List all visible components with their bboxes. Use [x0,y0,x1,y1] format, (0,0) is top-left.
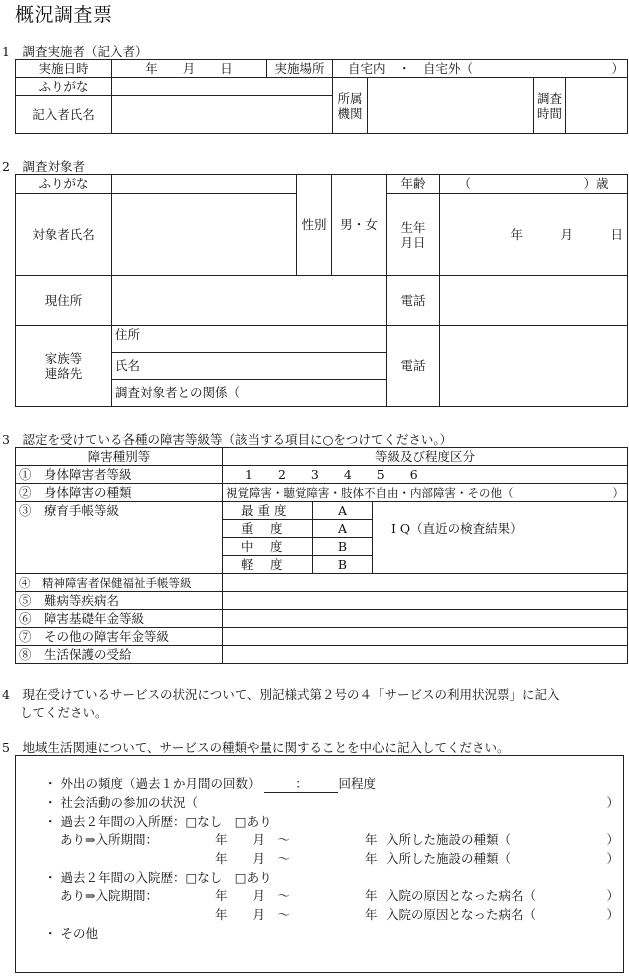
age-value[interactable]: （ ）歳 [440,175,628,194]
row-3-no: ③ [19,503,32,518]
family-address[interactable]: 住所 [112,326,387,353]
types-value[interactable] [223,484,628,502]
row-7-no: ⑦ [19,628,32,644]
place-close: ） [611,60,624,76]
furigana-input-1[interactable] [112,78,333,96]
section4-line1: 4 現在受けているサービスの状況について、別記様式第２号の４「サービスの利用状況票」に記入 [2,687,560,702]
row-1-text: 身体障害者等級 [44,466,132,482]
admit-history[interactable]: ・ 過去２年間の入所歴：□なし □あり [44,814,272,829]
row-6-label [16,610,223,628]
phone-input[interactable] [440,276,628,326]
row-8-label [16,646,223,664]
row-4-text: 精神障害者保健福祉手帳等級 [42,575,192,590]
age-label: 年齢 [387,175,440,194]
place-text: 自宅内 ・ 自宅外（ [348,60,474,76]
section2-heading: 2 調査対象者 [2,159,85,174]
outing-label: ・ 外出の頻度（過去１か月間の回数） [44,776,261,791]
row-2-no: ② [19,484,32,500]
row-1-label [16,466,223,484]
time-input[interactable] [566,78,628,134]
date-label: 実施日時 [16,60,112,78]
family-phone-input[interactable] [440,326,628,407]
iq-label: I Q（直近の検査結果） [391,521,523,536]
row-7-label [16,628,223,646]
family-phone-label: 電話 [387,326,440,407]
date-value[interactable]: 年 月 日 [112,60,267,78]
place-value[interactable] [333,60,628,78]
ryoiku-grade-2[interactable]: A [313,520,373,538]
section1-table-2 [15,77,628,134]
other-label: ・ その他 [44,926,98,941]
admit-range-1[interactable]: 年 月 ～ 年 [215,832,378,847]
row-1-no: ① [19,466,32,482]
row-8-input[interactable] [223,646,628,664]
row-2-label [16,484,223,502]
birth-value[interactable]: 年 月 日 [440,194,628,276]
social-label: ・ 社会活動の参加の状況（ [44,795,198,810]
org-input[interactable] [368,78,534,134]
place-label: 実施場所 [267,60,333,78]
row-7-input[interactable] [223,628,628,646]
social-line [44,793,619,811]
row-8-text: 生活保護の受給 [44,646,132,662]
row-6-input[interactable] [223,610,628,628]
time-label: 調査 時間 [534,78,566,134]
family-table [15,325,628,407]
row-6-no: ⑥ [19,610,32,626]
section4-line2: してください。 [20,705,108,720]
subject-name-label: 対象者氏名 [16,194,112,276]
grades-value[interactable]: 1 2 3 4 5 6 [223,466,628,484]
page-title: 概況調査票 [15,4,113,26]
row-6-text: 障害基礎年金等級 [44,610,145,626]
hosp-cause-2 [386,905,619,923]
row-5-no: ⑤ [19,592,32,608]
family-name[interactable]: 氏名 [112,353,387,380]
types-text: 視覚障害・聴覚障害・肢体不自由・内部障害・その他（ [226,485,514,500]
admit-range-2[interactable]: 年 月 ～ 年 [215,851,378,866]
hosp-cause-1-label: 入院の原因となった病名（ [386,888,537,903]
section2-table [15,174,628,326]
ryoiku-grade-3[interactable]: B [313,538,373,556]
row-2-text: 身体障害の種類 [44,484,132,500]
outing-unit: 回程度 [338,776,376,791]
hosp-history[interactable]: ・ 過去２年間の入院歴：□なし □あり [44,870,272,885]
col-grade: 等級及び程度区分 [223,448,628,466]
subject-name-input[interactable] [112,194,297,276]
section3-table [15,447,628,664]
ryoiku-grade-1[interactable]: A [313,502,373,520]
row-8-no: ⑧ [19,646,32,662]
birth-label: 生年 月日 [387,194,440,276]
types-close: ） [612,485,624,500]
furigana-label-1: ふりがな [16,78,112,96]
section5-heading: 5 地域生活関連について、サービスの種類や量に関することを中心に記入してください。 [2,740,510,755]
ryoiku-level-3: 中 度 [223,538,313,556]
furigana-label-2: ふりがな [16,175,112,194]
row-3-text: 療育手帳等級 [44,503,120,518]
hosp-cause-2-close: ） [606,907,619,922]
ryoiku-level-2: 重 度 [223,520,313,538]
sex-value[interactable]: 男・女 [332,175,387,276]
admit-kind-2-label: 入所した施設の種類（ [386,851,512,866]
row-7-text: その他の障害年金等級 [44,628,170,644]
address-input[interactable] [112,276,387,326]
ryoiku-grade-4[interactable]: B [313,556,373,574]
family-relation[interactable]: 調査対象者との関係（ [112,380,387,407]
address-label: 現住所 [16,276,112,326]
section3-heading: 3 認定を受けている各種の障害等級等（該当する項目に○をつけてください。） [2,432,453,447]
section1-heading: 1 調査実施者（記入者） [2,44,148,59]
hosp-cause-2-label: 入院の原因となった病名（ [386,907,537,922]
admit-period-label: あり⇒入所期間： [60,832,158,847]
hosp-range-1[interactable]: 年 月 ～ 年 [215,888,378,903]
recorder-name-label: 記入者氏名 [16,96,112,134]
phone-label: 電話 [387,276,440,326]
family-label: 家族等 連絡先 [16,326,112,407]
admit-kind-1-close: ） [606,832,619,847]
section5-box[interactable] [15,755,624,973]
social-close: ） [606,795,619,810]
admit-kind-1-label: 入所した施設の種類（ [386,832,512,847]
row-3-label [16,502,223,574]
outing-blank[interactable]: ： [264,774,338,793]
recorder-name-input[interactable] [112,96,333,134]
row-4-input[interactable] [223,574,628,592]
ryoiku-level-4: 軽 度 [223,556,313,574]
org-label: 所属 機関 [333,78,368,134]
furigana-input-2[interactable] [112,175,297,194]
hosp-cause-1-close: ） [606,888,619,903]
row-4-no: ④ [19,575,31,590]
row-5-text: 難病等疾病名 [44,592,120,608]
sex-label: 性別 [297,175,332,276]
outing-line [44,774,376,793]
hosp-period-label: あり⇒入院期間： [60,888,158,903]
row-4-label [16,574,223,592]
admit-kind-1 [386,830,619,848]
col-disability-type: 障害種別等 [16,448,223,466]
admit-kind-2 [386,849,619,867]
hosp-cause-1 [386,886,619,904]
hosp-range-2[interactable]: 年 月 ～ 年 [215,907,378,922]
section1-table [15,59,628,78]
admit-kind-2-close: ） [606,851,619,866]
row-5-label [16,592,223,610]
ryoiku-level-1: 最 重 度 [223,502,313,520]
row-5-input[interactable] [223,592,628,610]
iq-cell[interactable] [373,502,628,574]
